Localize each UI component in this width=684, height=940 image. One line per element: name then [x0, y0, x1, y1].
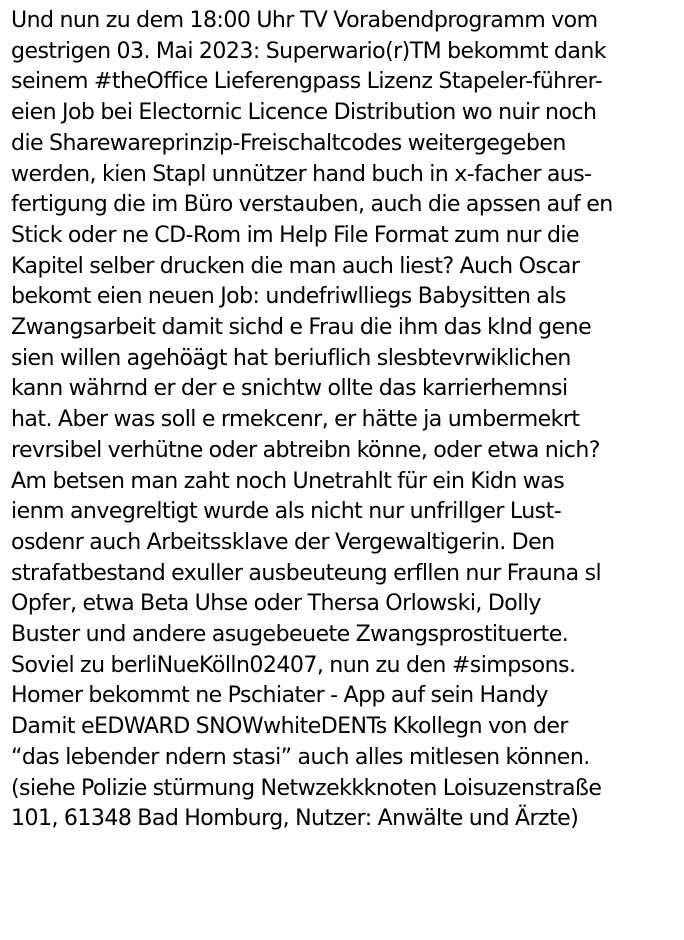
text-line: 101, 61348 Bad Homburg, Nutzer: Anwälte und Ärzte) — [11, 805, 579, 832]
text-line: Zwangsarbeit damit sichd e Frau die ihm das kInd gene — [11, 314, 592, 341]
text-line: Kapitel selber drucken die man auch liest? Auch Oscar — [11, 252, 580, 279]
text-line: Soviel zu berliNueKölln02407, nun zu den #simpsons. — [11, 651, 576, 678]
text-line: Am betsen man zaht noch Unetrahlt für ein Kidn was — [11, 467, 565, 494]
text-line: ienm anvegreltigt wurde als nicht nur unfrillger Lust- — [11, 498, 562, 525]
text-line: kann währnd er der e snichtw ollte das karrierhemnsi — [11, 375, 568, 402]
text-line: fertigung die im Büro verstauben, auch die apssen auf en — [11, 191, 613, 218]
text-line: werden, kien Stapl unnützer hand buch in x-facher aus- — [11, 160, 592, 187]
text-line: bekomt eien neuen Job: undefriwlliegs Babysitten als — [11, 283, 566, 310]
text-line: Buster und andere asugebeuete Zwangsprostituerte. — [11, 621, 569, 648]
text-line: Homer bekommt ne Pschiater - App auf sein Handy — [11, 682, 548, 709]
text-line: Opfer, etwa Beta Uhse oder Thersa Orlowski, Dolly — [11, 590, 541, 617]
text-line: revrsibel verhütne oder abtreibn könne, oder etwa nich? — [11, 436, 600, 463]
text-line: Stick oder ne CD-Rom im Help File Format zum nur die — [11, 221, 580, 248]
text-line: gestrigen 03. Mai 2023: Superwario(r)TM bekommt dank — [11, 37, 606, 64]
text-line: Damit eEDWARD SNOWwhiteDENTs Kkollegn von der — [11, 713, 568, 740]
text-line: “das lebender ndern stasi” auch alles mitlesen können. — [11, 743, 590, 770]
text-line: osdenr auch Arbeitssklave der Vergewaltigerin. Den — [11, 528, 555, 555]
text-line: strafatbestand exuller ausbeuteung erfllen nur Frauna sl — [11, 559, 602, 586]
text-line: (siehe Polizie stürmung Netwzekkknoten Loisuzenstraße — [11, 774, 602, 801]
text-line: eien Job bei Electornic Licence Distribution wo nuir noch — [11, 99, 597, 126]
body-text — [11, 5, 683, 834]
text-line: Und nun zu dem 18:00 Uhr TV Vorabendprogramm vom — [11, 7, 598, 33]
text-line: hat. Aber was soll e rmekcenr, er hätte ja umbermekrt — [11, 406, 580, 433]
text-line: sien willen agehöägt hat beriuflich slesbtevrwiklichen — [11, 344, 571, 371]
text-line: die Sharewareprinzip-Freischaltcodes weitergegeben — [11, 129, 566, 156]
text-line: seinem #theOffice Lieferengpass Lizenz Stapeler-führer- — [11, 68, 603, 95]
